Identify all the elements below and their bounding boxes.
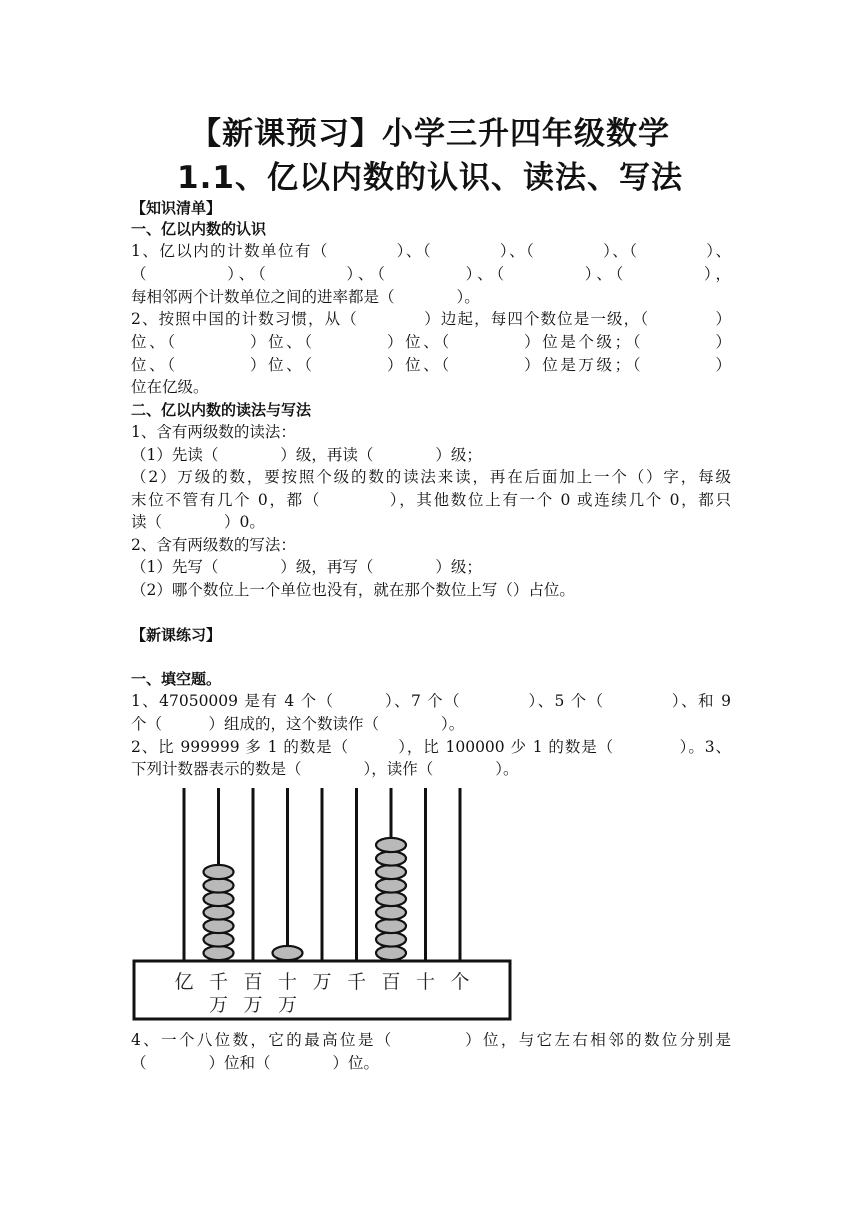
abacus-place-label: 十: [415, 971, 436, 993]
abacus-bead: [204, 892, 234, 906]
question-text: 2、比 999999 多 1 的数是（ ），比 100000 少 1 的数是（ ）。3、: [131, 738, 731, 756]
question-text: 每相邻两个计数单位之间的进率都是（ ）。: [131, 288, 480, 306]
abacus-bead: [376, 946, 406, 960]
abacus-bead: [204, 919, 234, 933]
question-text: （2）哪个数位上一个单位也没有，就在那个数位上写（）占位。: [131, 581, 575, 599]
heading-fill-blank: 一、填空题。: [131, 670, 222, 688]
abacus-bead: [273, 946, 303, 960]
question-text: 读（ ）0。: [131, 513, 265, 531]
heading-recognition: 一、亿以内数的认识: [131, 220, 267, 238]
abacus-bead: [204, 932, 234, 946]
abacus-place-label: 百: [243, 971, 263, 993]
question-text: 下列计数器表示的数是（ ），读作（ ）。: [131, 760, 519, 778]
abacus-bead: [376, 919, 406, 933]
abacus-place-label: 个: [450, 971, 470, 993]
abacus-figure: [130, 783, 515, 1023]
abacus-bead: [376, 892, 406, 906]
section-knowledge-list: 【知识清单】: [131, 199, 222, 217]
abacus-place-label: 百: [381, 971, 401, 993]
abacus-place-label: 千: [208, 971, 229, 993]
question-text: 1、47050009 是有 4 个（ ）、7 个（ ）、5 个（ ）、和 9: [131, 692, 731, 710]
abacus-bead: [376, 838, 406, 852]
question-text: （ ）位和（ ）位。: [131, 1054, 380, 1072]
abacus-bead: [204, 878, 234, 892]
question-text: （2）万级的数，要按照个级的数的读法来读，再在后面加上一个（）字，每级: [131, 468, 731, 486]
abacus-place-label: 万: [277, 994, 298, 1016]
question-text: 2、按照中国的计数习惯，从（ ）边起，每四个数位是一级，（ ）: [131, 310, 731, 328]
abacus-bead: [376, 851, 406, 865]
question-text: 1、亿以内的计数单位有（ ）、（ ）、（ ）、（ ）、: [131, 242, 731, 260]
abacus-bead: [204, 865, 234, 879]
question-text: 末位不管有几个 0，都（ ），其他数位上有一个 0 或连续几个 0，都只: [131, 491, 731, 509]
abacus-bead: [376, 865, 406, 879]
abacus-bead: [204, 905, 234, 919]
question-text: 位、（ ）位、（ ）位、（ ）位是个级；（ ）: [131, 333, 731, 351]
title-line-2: 1.1、亿以内数的认识、读法、写法: [177, 160, 683, 196]
question-text: 4、一个八位数，它的最高位是（ ）位，与它左右相邻的数位分别是: [131, 1031, 731, 1049]
abacus-bead: [376, 932, 406, 946]
abacus-place-label: 十: [277, 971, 298, 993]
question-text: （1）先写（ ）级，再写（ ）级；: [131, 558, 482, 576]
abacus-place-labels: [174, 971, 469, 1016]
abacus-place-label: 万: [208, 994, 229, 1016]
question-text: 1、含有两级数的读法：: [131, 423, 296, 441]
heading-read-write: 二、亿以内数的读法与写法: [131, 401, 312, 419]
abacus-bead: [376, 905, 406, 919]
title-line-1: 【新课预习】小学三升四年级数学: [190, 116, 670, 152]
question-text: （ ）、（ ）、（ ）、（ ）、（ ），: [131, 265, 731, 283]
abacus-beads: [204, 838, 407, 960]
question-text: 位在亿级。: [131, 378, 209, 396]
abacus-bead: [204, 946, 234, 960]
abacus-place-label: 万: [312, 971, 332, 993]
abacus-place-label: 万: [243, 994, 263, 1016]
abacus-bead: [376, 878, 406, 892]
question-text: 位、（ ）位、（ ）位、（ ）位是万级；（ ）: [131, 356, 731, 374]
question-text: 个（ ）组成的，这个数读作（ ）。: [131, 715, 465, 733]
section-practice: 【新课练习】: [131, 626, 222, 644]
question-text: （1）先读（ ）级，再读（ ）级；: [131, 446, 482, 464]
abacus-place-label: 亿: [174, 971, 194, 993]
abacus-place-label: 千: [346, 971, 367, 993]
question-text: 2、含有两级数的写法：: [131, 536, 296, 554]
